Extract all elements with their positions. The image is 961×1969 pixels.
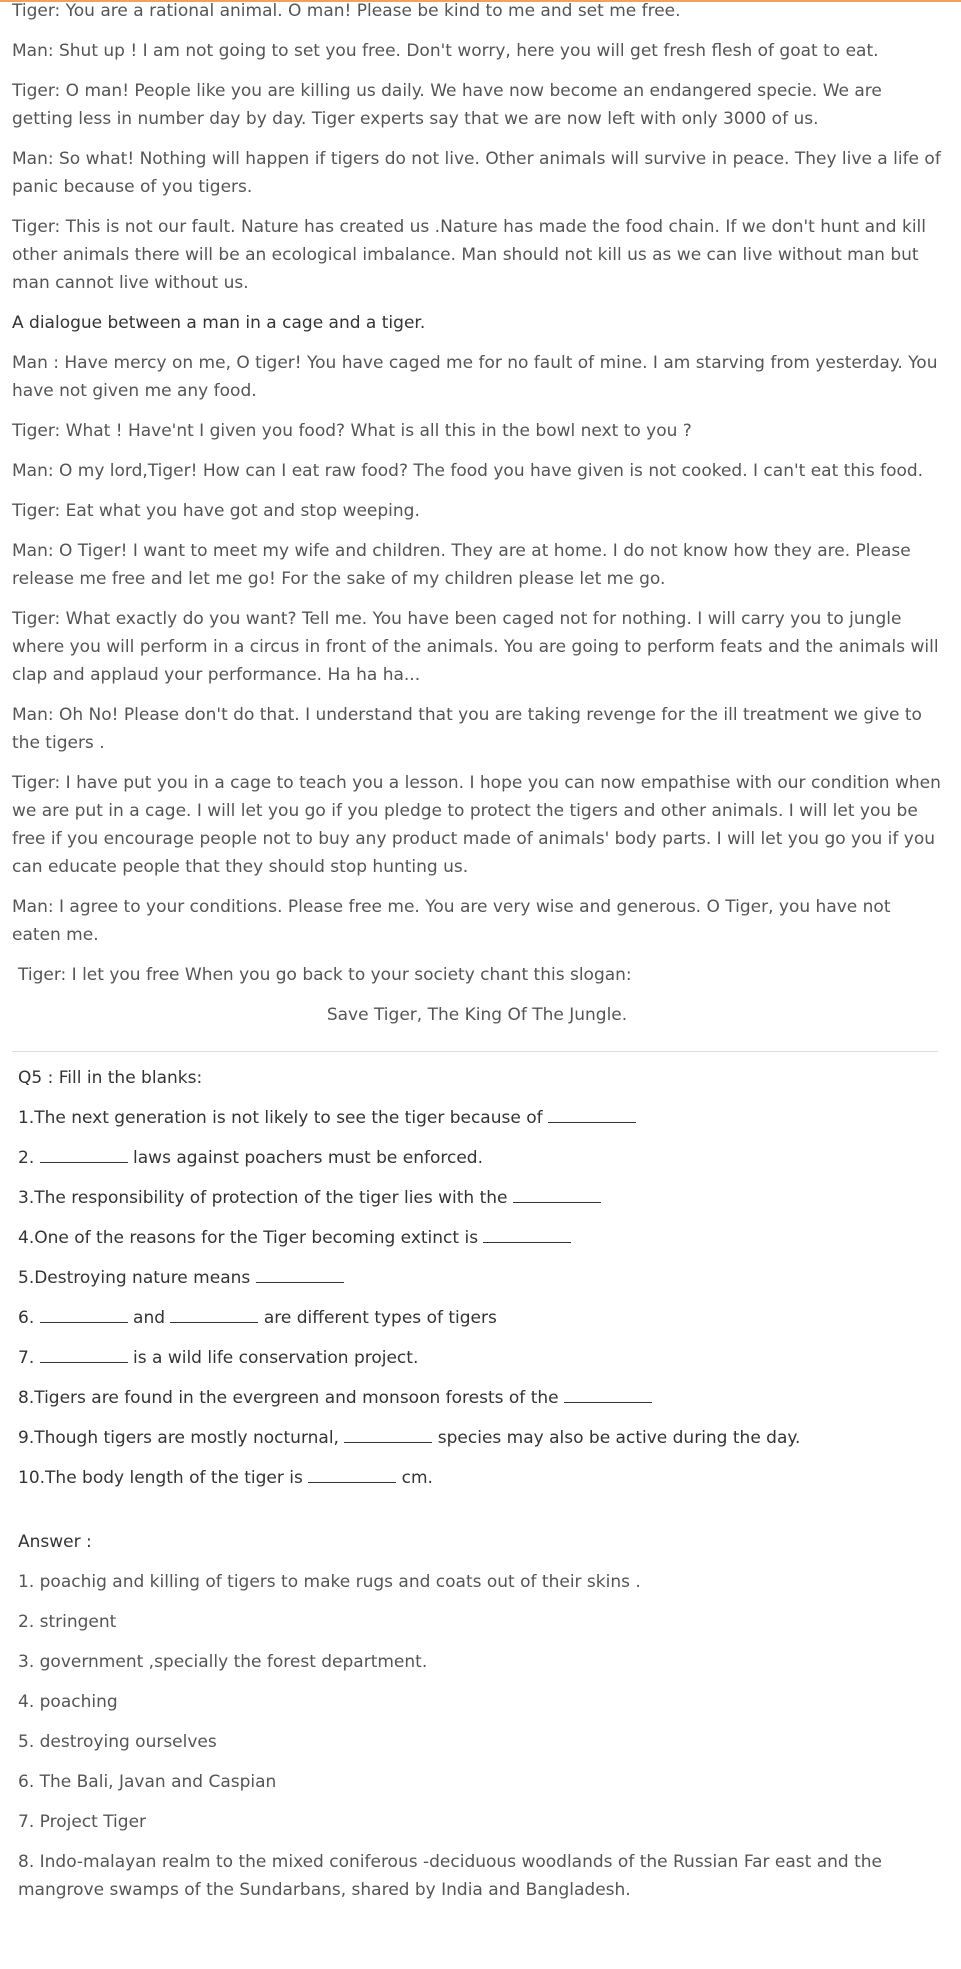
answer-item: 6. The Bali, Javan and Caspian: [18, 1772, 277, 1792]
question-item: 5.Destroying nature means: [18, 1264, 942, 1292]
answer-item: 1. poachig and killing of tigers to make rugs and coats out of their skins .: [18, 1572, 641, 1592]
answer-blank: [548, 1105, 636, 1123]
closing-line: Tiger: I let you free When you go back to your society chant this slogan:: [18, 965, 632, 985]
answer-blank: [40, 1305, 128, 1323]
answer-blank: [308, 1465, 396, 1483]
answer-blank: [513, 1185, 601, 1203]
dialogue-line: Tiger: What exactly do you want? Tell me. You have been caged not for nothing. I will carry you to jungle where you will perform in a circus in front of the animals. You are going to perform feats and the animals will clap and applaud your performance. Ha ha ha...: [12, 609, 939, 685]
answer-item: 5. destroying ourselves: [18, 1732, 217, 1752]
dialogue-line: Tiger: You are a rational animal. O man! Please be kind to me and set me free.: [12, 1, 681, 21]
dialogue-line: Man: So what! Nothing will happen if tigers do not live. Other animals will survive in peace. They live a life of panic because of you tigers.: [12, 149, 941, 197]
question-title: Q5 : Fill in the blanks:: [18, 1068, 203, 1088]
answer-blank: [564, 1385, 652, 1403]
answer-item: 4. poaching: [18, 1692, 118, 1712]
answer-item: 7. Project Tiger: [18, 1812, 147, 1832]
dialogue-line: Tiger: O man! People like you are killing us daily. We have now become an endangered specie. We are getting less in number day by day. Tiger experts say that we are now left with only 3000 of us.: [12, 81, 882, 129]
answer-item: 2. stringent: [18, 1612, 117, 1632]
question-item: 9.Though tigers are mostly nocturnal, species may also be active during the day.: [18, 1424, 942, 1452]
dialogue-line: Tiger: Eat what you have got and stop weeping.: [12, 501, 420, 521]
section-heading: A dialogue between a man in a cage and a tiger.: [12, 313, 426, 333]
dialogue-line: Tiger: What ! Have'nt I given you food? What is all this in the bowl next to you ?: [12, 421, 692, 441]
dialogue-line: Man: Oh No! Please don't do that. I understand that you are taking revenge for the ill treatment we give to the tigers .: [12, 705, 922, 753]
answer-blank: [40, 1145, 128, 1163]
dialogue-line: Man : Have mercy on me, O tiger! You have caged me for no fault of mine. I am starving from yesterday. You have not given me any food.: [12, 353, 938, 401]
dialogue-line: Man: Shut up ! I am not going to set you free. Don't worry, here you will get fresh flesh of goat to eat.: [12, 41, 879, 61]
dialogue-line: Man: I agree to your conditions. Please free me. You are very wise and generous. O Tiger, you have not eaten me.: [12, 897, 891, 945]
answer-blank: [344, 1425, 432, 1443]
article-body: [12, 0, 942, 1916]
question-item: 7. is a wild life conservation project.: [18, 1344, 942, 1372]
answer-blank: [483, 1225, 571, 1243]
dialogue-line: Man: O my lord,Tiger! How can I eat raw food? The food you have given is not cooked. I can't eat this food.: [12, 461, 924, 481]
question-item: 4.One of the reasons for the Tiger becoming extinct is: [18, 1224, 942, 1252]
dialogue-line: Tiger: This is not our fault. Nature has created us .Nature has made the food chain. If we don't hunt and kill other animals there will be an ecological imbalance. Man should not kill us as we can live without man but man cannot live without us.: [12, 217, 927, 293]
answer-blank: [170, 1305, 258, 1323]
question-item: 6. and are different types of tigers: [18, 1304, 942, 1332]
answer-item: 3. government ,specially the forest department.: [18, 1652, 428, 1672]
section-divider: [12, 1051, 938, 1052]
dialogue-line: Man: O Tiger! I want to meet my wife and children. They are at home. I do not know how they are. Please release me free and let me go! For the sake of my children please let me go.: [12, 541, 911, 589]
question-item: 3.The responsibility of protection of the tiger lies with the: [18, 1184, 942, 1212]
answer-item: 8. Indo-malayan realm to the mixed coniferous -deciduous woodlands of the Russian Far east and the mangrove swamps of the Sundarbans, shared by India and Bangladesh.: [18, 1852, 882, 1900]
answer-blank: [40, 1345, 128, 1363]
question-item: 8.Tigers are found in the evergreen and monsoon forests of the: [18, 1384, 942, 1412]
question-item: 2. laws against poachers must be enforced.: [18, 1144, 942, 1172]
answer-title: Answer :: [18, 1532, 92, 1552]
slogan: Save Tiger, The King Of The Jungle.: [326, 1005, 628, 1025]
question-item: 1.The next generation is not likely to see the tiger because of: [18, 1104, 942, 1132]
question-item: 10.The body length of the tiger is cm.: [18, 1464, 942, 1492]
answer-blank: [256, 1265, 344, 1283]
dialogue-line: Tiger: I have put you in a cage to teach you a lesson. I hope you can now empathise with our condition when we are put in a cage. I will let you go if you pledge to protect the tigers and other animals. I will let you be free if you encourage people not to buy any product made of animals' body parts. I will let you go you if you can educate people that they should stop hunting us.: [12, 773, 941, 877]
